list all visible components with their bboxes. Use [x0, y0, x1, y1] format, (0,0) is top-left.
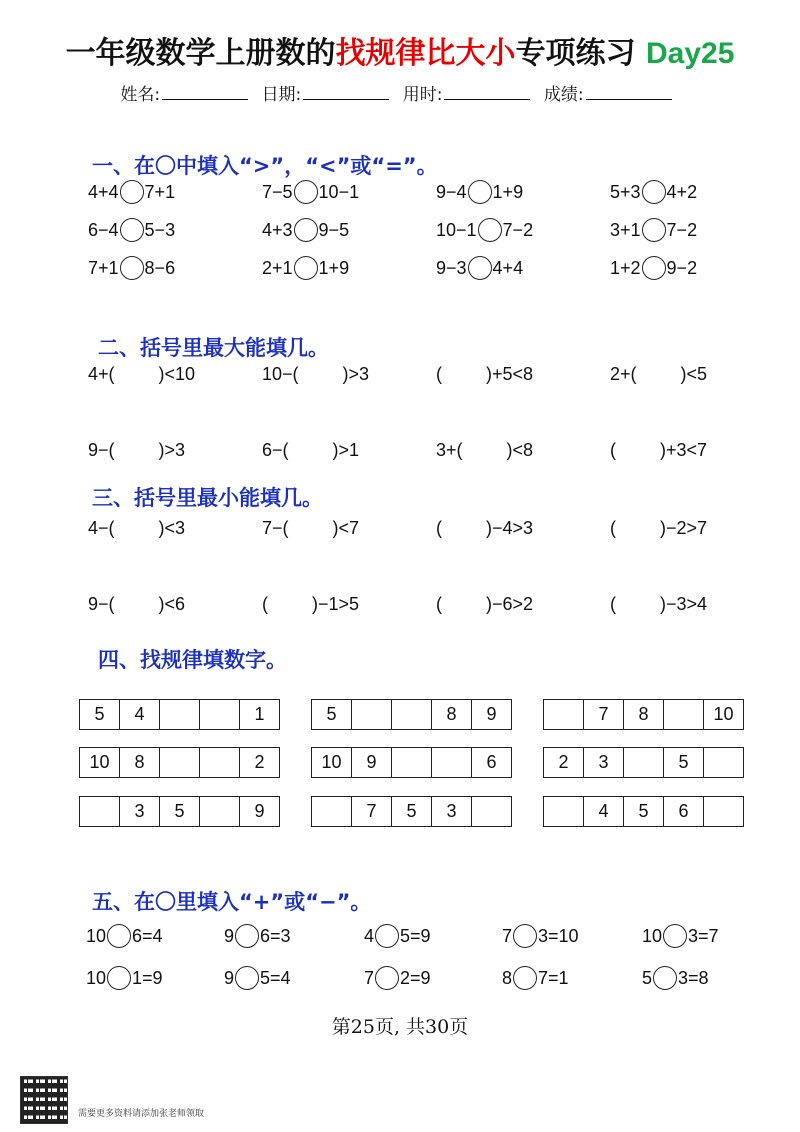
answer-circle[interactable]	[642, 218, 666, 242]
equation-right: 5=9	[400, 925, 431, 946]
title-text-end: 专项练习	[515, 36, 636, 71]
paren-item	[262, 594, 359, 615]
operator-item	[86, 924, 163, 948]
section4-title: 四、找规律填数字。	[98, 648, 287, 672]
operator-circle[interactable]	[653, 966, 677, 990]
compare-item	[88, 256, 175, 280]
number-cell: 7	[584, 700, 624, 730]
number-cell: 3	[120, 797, 160, 827]
paren-item	[436, 518, 533, 539]
blank-cell[interactable]	[160, 700, 200, 730]
paren-item	[88, 440, 185, 461]
expression-right: )<3	[158, 518, 186, 538]
operator-circle[interactable]	[107, 924, 131, 948]
number-cell: 2	[240, 748, 280, 778]
sequence-row	[544, 700, 744, 730]
number-cell: 5	[664, 748, 704, 778]
expression-left: 9−3	[436, 257, 467, 278]
blank-cell[interactable]	[160, 748, 200, 778]
expression-right: 10−1	[318, 181, 360, 202]
expression-left: 6−(	[262, 440, 289, 460]
equation-right: 3=7	[688, 925, 719, 946]
number-cell: 7	[352, 797, 392, 827]
answer-circle[interactable]	[294, 218, 318, 242]
expression-right: 7+1	[144, 181, 176, 202]
sequence-table	[311, 699, 512, 730]
compare-item	[610, 180, 697, 204]
compare-item	[88, 218, 175, 242]
expression-right: )<8	[506, 440, 534, 460]
number-cell: 1	[240, 700, 280, 730]
time-label: 用时:	[402, 85, 443, 105]
page-number: 第25页, 共30页	[331, 1016, 469, 1038]
expression-left: 2+(	[610, 364, 637, 384]
expression-left: 9−4	[436, 181, 467, 202]
expression-right: )−6>2	[486, 594, 534, 614]
expression-right: )>3	[158, 440, 186, 460]
number-cell: 9	[240, 797, 280, 827]
expression-right: 4+4	[492, 257, 524, 278]
expression-right: )<5	[680, 364, 708, 384]
operator-item	[364, 966, 431, 990]
blank-cell[interactable]	[312, 797, 352, 827]
operand-left: 9	[224, 967, 235, 988]
qr-code-icon	[20, 1076, 68, 1124]
operator-item	[224, 924, 291, 948]
sequence-row	[312, 700, 512, 730]
answer-circle[interactable]	[294, 180, 318, 204]
answer-circle[interactable]	[120, 180, 144, 204]
expression-right: )+5<8	[486, 364, 534, 384]
expression-right: )<7	[332, 518, 360, 538]
expression-left: (	[610, 440, 616, 460]
blank-cell[interactable]	[472, 797, 512, 827]
equation-right: 6=3	[260, 925, 291, 946]
operator-item	[502, 966, 569, 990]
paren-item	[610, 518, 707, 539]
number-cell: 8	[624, 700, 664, 730]
expression-right: 9−2	[666, 257, 698, 278]
time-field[interactable]	[444, 85, 530, 100]
expression-left: (	[262, 594, 268, 614]
expression-left: 4−(	[88, 518, 115, 538]
operator-circle[interactable]	[235, 924, 259, 948]
sequence-table	[79, 796, 280, 827]
equation-right: 3=8	[678, 967, 709, 988]
compare-item	[436, 256, 523, 280]
answer-circle[interactable]	[120, 256, 144, 280]
number-cell: 5	[160, 797, 200, 827]
operator-circle[interactable]	[107, 966, 131, 990]
answer-circle[interactable]	[294, 256, 318, 280]
number-cell: 6	[472, 748, 512, 778]
paren-item	[262, 518, 359, 539]
operand-left: 7	[502, 925, 513, 946]
paren-item	[88, 594, 185, 615]
number-cell: 8	[432, 700, 472, 730]
operator-circle[interactable]	[663, 924, 687, 948]
blank-cell[interactable]	[624, 748, 664, 778]
answer-circle[interactable]	[478, 218, 502, 242]
date-label: 日期:	[261, 85, 302, 105]
expression-right: )>3	[342, 364, 370, 384]
section2-title: 二、括号里最大能填几。	[98, 336, 329, 360]
paren-item	[88, 518, 185, 539]
compare-item	[88, 180, 175, 204]
name-label: 姓名:	[120, 85, 161, 105]
section3-title: 三、括号里最小能填几。	[92, 486, 323, 510]
number-cell: 4	[584, 797, 624, 827]
number-cell: 5	[80, 700, 120, 730]
operator-item	[642, 924, 719, 948]
expression-right: )>1	[332, 440, 360, 460]
expression-left: 5+3	[610, 181, 641, 202]
compare-item	[262, 256, 349, 280]
compare-item	[610, 218, 697, 242]
expression-right: 9−5	[318, 219, 350, 240]
sequence-table	[543, 796, 744, 827]
number-cell: 9	[352, 748, 392, 778]
expression-left: 7+1	[88, 257, 119, 278]
score-field[interactable]	[586, 85, 672, 100]
expression-right: 4+2	[666, 181, 698, 202]
blank-cell[interactable]	[704, 748, 744, 778]
answer-circle[interactable]	[642, 180, 666, 204]
compare-item	[610, 256, 697, 280]
expression-right: 7−2	[502, 219, 534, 240]
blank-cell[interactable]	[392, 700, 432, 730]
compare-item	[262, 218, 349, 242]
expression-left: 9−(	[88, 594, 115, 614]
title-day: Day25	[646, 37, 735, 70]
expression-left: (	[436, 364, 442, 384]
expression-left: (	[436, 594, 442, 614]
paren-item	[262, 440, 359, 461]
operator-circle[interactable]	[513, 924, 537, 948]
operand-left: 9	[224, 925, 235, 946]
operand-left: 10	[642, 925, 663, 946]
date-field[interactable]	[303, 85, 389, 100]
equation-right: 3=10	[538, 925, 579, 946]
operator-circle[interactable]	[375, 966, 399, 990]
number-cell: 10	[312, 748, 352, 778]
number-cell: 3	[432, 797, 472, 827]
expression-left: 3+1	[610, 219, 641, 240]
blank-cell[interactable]	[392, 748, 432, 778]
expression-left: 3+(	[436, 440, 463, 460]
sequence-row	[80, 748, 280, 778]
expression-right: )−4>3	[486, 518, 534, 538]
paren-item	[610, 364, 707, 385]
operator-item	[86, 966, 163, 990]
operator-item	[502, 924, 579, 948]
paren-item	[610, 594, 707, 615]
expression-right: )<10	[158, 364, 196, 384]
equation-right: 5=4	[260, 967, 291, 988]
paren-item	[88, 364, 195, 385]
page-title	[0, 28, 800, 72]
blank-cell[interactable]	[352, 700, 392, 730]
sequence-table	[311, 747, 512, 778]
equation-right: 1=9	[132, 967, 163, 988]
expression-left: 1+2	[610, 257, 641, 278]
expression-left: 7−(	[262, 518, 289, 538]
sequence-table	[311, 796, 512, 827]
number-cell: 4	[120, 700, 160, 730]
operand-left: 4	[364, 925, 375, 946]
sequence-table	[543, 747, 744, 778]
section5-title: 五、在〇里填入“+”或“−”。	[92, 890, 372, 914]
blank-cell[interactable]	[80, 797, 120, 827]
qr-note: 需要更多资料请添加张老师领取	[78, 1109, 205, 1119]
number-cell: 6	[664, 797, 704, 827]
blank-cell[interactable]	[664, 700, 704, 730]
blank-cell[interactable]	[544, 700, 584, 730]
sequence-row	[544, 748, 744, 778]
paren-item	[436, 594, 533, 615]
paren-item	[436, 364, 533, 385]
expression-left: 4+4	[88, 181, 119, 202]
expression-left: (	[610, 594, 616, 614]
number-cell: 10	[80, 748, 120, 778]
sequence-row	[312, 748, 512, 778]
expression-right: )−3>4	[660, 594, 708, 614]
sequence-row	[544, 797, 744, 827]
operator-circle[interactable]	[375, 924, 399, 948]
expression-right: 1+9	[492, 181, 524, 202]
compare-item	[436, 218, 533, 242]
blank-cell[interactable]	[200, 748, 240, 778]
expression-right: 1+9	[318, 257, 350, 278]
answer-circle[interactable]	[642, 256, 666, 280]
expression-left: 6−4	[88, 219, 119, 240]
expression-left: 10−1	[436, 219, 477, 240]
expression-left: 4+(	[88, 364, 115, 384]
title-text: 一年级数学上册数的	[65, 36, 336, 71]
number-cell: 5	[392, 797, 432, 827]
number-cell: 9	[472, 700, 512, 730]
expression-right: )<6	[158, 594, 186, 614]
score-label: 成绩:	[543, 85, 584, 105]
number-cell: 5	[312, 700, 352, 730]
title-highlight: 找规律比大小	[335, 36, 516, 71]
expression-right: )+3<7	[660, 440, 708, 460]
operand-left: 8	[502, 967, 513, 988]
equation-right: 6=4	[132, 925, 163, 946]
number-cell: 8	[120, 748, 160, 778]
name-field[interactable]	[162, 85, 248, 100]
expression-right: 5−3	[144, 219, 176, 240]
blank-cell[interactable]	[704, 797, 744, 827]
equation-right: 2=9	[400, 967, 431, 988]
number-cell: 2	[544, 748, 584, 778]
operand-left: 7	[364, 967, 375, 988]
expression-right: 7−2	[666, 219, 698, 240]
paren-item	[610, 440, 707, 461]
operand-left: 10	[86, 967, 107, 988]
blank-cell[interactable]	[544, 797, 584, 827]
answer-circle[interactable]	[468, 180, 492, 204]
operand-left: 10	[86, 925, 107, 946]
sequence-table	[79, 699, 280, 730]
blank-cell[interactable]	[200, 797, 240, 827]
paren-item	[262, 364, 369, 385]
expression-right: )−1>5	[312, 594, 360, 614]
number-cell: 5	[624, 797, 664, 827]
sequence-row	[80, 797, 280, 827]
equation-right: 7=1	[538, 967, 569, 988]
expression-left: 2+1	[262, 257, 293, 278]
expression-left: 10−(	[262, 364, 299, 384]
answer-circle[interactable]	[120, 218, 144, 242]
sequence-table	[79, 747, 280, 778]
operand-left: 5	[642, 967, 653, 988]
expression-right: 8−6	[144, 257, 176, 278]
sequence-table	[543, 699, 744, 730]
expression-left: 7−5	[262, 181, 293, 202]
operator-circle[interactable]	[235, 966, 259, 990]
student-info	[0, 80, 800, 105]
expression-left: 9−(	[88, 440, 115, 460]
compare-item	[436, 180, 523, 204]
sequence-row	[312, 797, 512, 827]
blank-cell[interactable]	[432, 748, 472, 778]
blank-cell[interactable]	[200, 700, 240, 730]
number-cell: 3	[584, 748, 624, 778]
expression-right: )−2>7	[660, 518, 708, 538]
sequence-row	[80, 700, 280, 730]
number-cell: 10	[704, 700, 744, 730]
compare-item	[262, 180, 359, 204]
expression-left: (	[610, 518, 616, 538]
paren-item	[436, 440, 533, 461]
section1-title: 一、在〇中填入“>”，“<”或“=”。	[92, 154, 438, 178]
operator-item	[642, 966, 709, 990]
operator-item	[364, 924, 431, 948]
operator-item	[224, 966, 291, 990]
expression-left: 4+3	[262, 219, 293, 240]
answer-circle[interactable]	[468, 256, 492, 280]
operator-circle[interactable]	[513, 966, 537, 990]
expression-left: (	[436, 518, 442, 538]
